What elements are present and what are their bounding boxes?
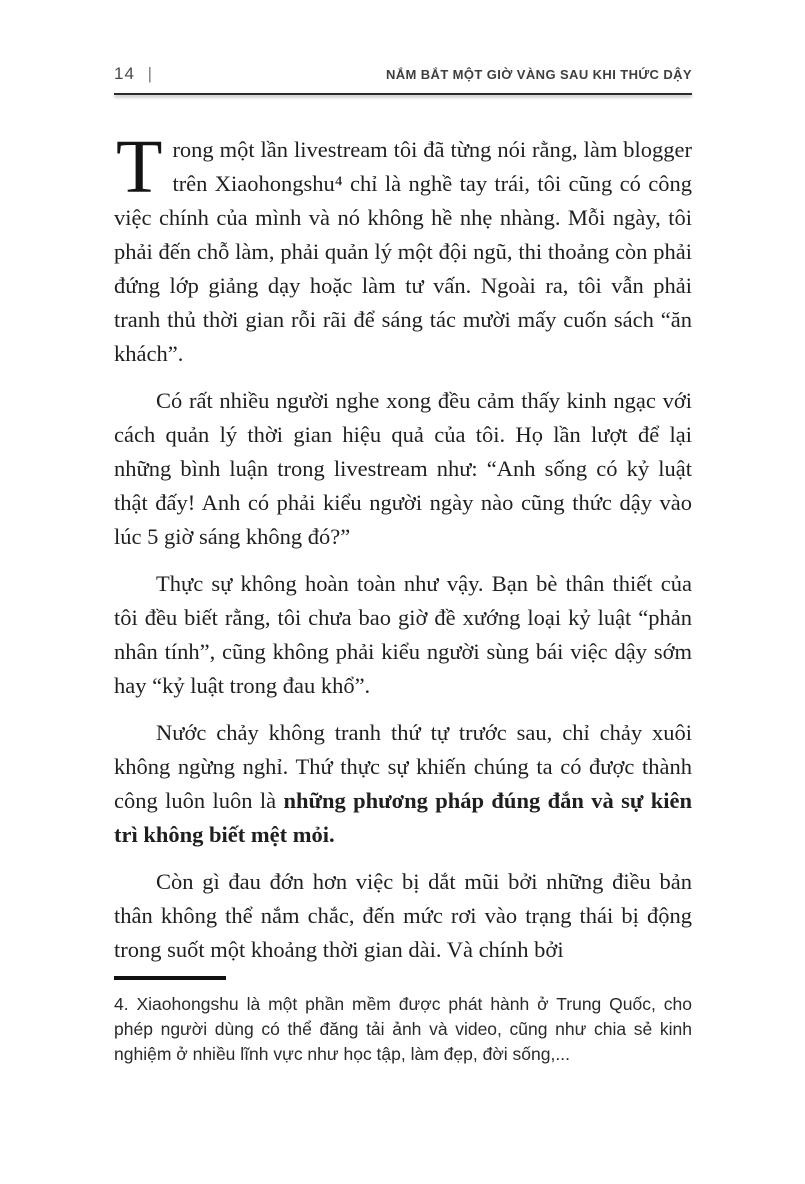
header-rule bbox=[114, 93, 692, 95]
paragraph-1-text: rong một lần livestream tôi đã từng nói rằng, làm blogger trên Xiaohongshu⁴ chỉ là nghề tay trái, tôi cũng có công việc chính của mình và nó không hề nhẹ nhàng. Mỗi ngày, tôi phải đến chỗ làm, phải quản lý một đội ngũ, thi thoảng còn phải đứng lớp giảng dạy hoặc làm tư vấn. Ngoài ra, tôi vẫn phải tranh thủ thời gian rỗi rãi để sáng tác mười mấy cuốn sách “ăn khách”. bbox=[114, 137, 692, 366]
page-number-value: 14 bbox=[114, 64, 135, 83]
page-header bbox=[114, 64, 692, 84]
paragraph-3: Thực sự không hoàn toàn như vậy. Bạn bè thân thiết của tôi đều biết rằng, tôi chưa bao giờ đề xướng loại kỷ luật “phản nhân tính”, cũng không phải kiểu người sùng bái việc dậy sớm hay “kỷ luật trong đau khổ”. bbox=[114, 571, 692, 698]
paragraph-4-bold: những phương pháp đúng đắn và sự kiên trì không biết mệt mỏi. bbox=[114, 788, 692, 847]
header-separator: | bbox=[147, 64, 154, 83]
page-content bbox=[114, 64, 692, 980]
paragraph-5: Còn gì đau đớn hơn việc bị dắt mũi bởi những điều bản thân không thể nắm chắc, đến mức rơi vào trạng thái bị động trong suốt một khoảng thời gian dài. Và chính bởi bbox=[114, 869, 692, 962]
body-text bbox=[114, 125, 692, 967]
paragraph-2: Có rất nhiều người nghe xong đều cảm thấy kinh ngạc với cách quản lý thời gian hiệu quả của tôi. Họ lần lượt để lại những bình luận trong livestream như: “Anh sống có kỷ luật thật đấy! Anh có phải kiểu người ngày nào cũng thức dậy vào lúc 5 giờ sáng không đó?” bbox=[114, 388, 692, 549]
footnote-rule bbox=[114, 976, 226, 980]
drop-cap: T bbox=[116, 125, 163, 209]
footnote bbox=[114, 976, 692, 1067]
running-title: NẮM BẮT MỘT GIỜ VÀNG SAU KHI THỨC DẬY bbox=[385, 67, 692, 82]
paragraph-1 bbox=[114, 125, 692, 371]
paragraph-4 bbox=[114, 716, 692, 852]
page-number bbox=[114, 64, 153, 84]
paragraph-4-normal: Nước chảy không tranh thứ tự trước sau, chỉ chảy xuôi không ngừng nghỉ. Thứ thực sự khiến chúng ta có được thành công luôn luôn là bbox=[114, 720, 692, 813]
footnote-text: 4. Xiaohongshu là một phần mềm được phát hành ở Trung Quốc, cho phép người dùng có thể đăng tải ảnh và video, cũng như chia sẻ kinh nghiệm ở nhiều lĩnh vực như học tập, làm đẹp, đời sống,... bbox=[114, 994, 692, 1064]
